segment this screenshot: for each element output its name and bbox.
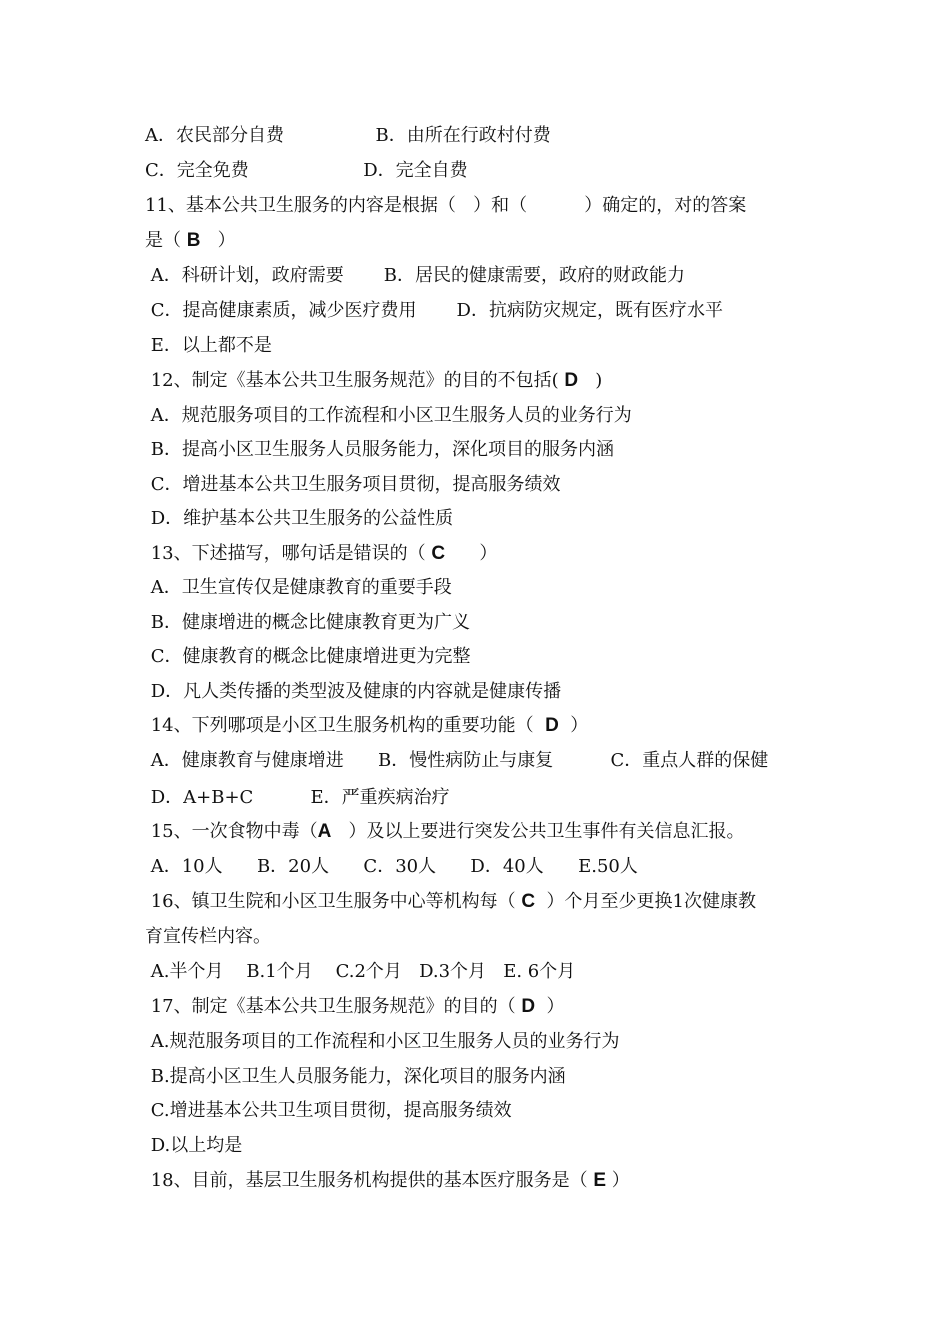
answer-letter: D	[564, 370, 579, 391]
text-segment: ）	[535, 996, 565, 1017]
text-segment: 17、制定《基本公共卫生服务规范》的目的（	[145, 996, 522, 1017]
text-segment: 13、下述描写，哪句话是错误的（	[145, 543, 432, 564]
text-segment: 11、基本公共卫生服务的内容是根据（ ）和（ ）确定的，对的答案	[145, 195, 747, 216]
text-segment: C．提高健康素质，减少医疗费用 D．抗病防灾规定，既有医疗水平	[145, 300, 723, 321]
text-segment: 14、下列哪项是小区卫生服务机构的重要功能（	[145, 715, 546, 736]
option-line	[145, 749, 768, 773]
text-segment: C．完全免费 D．完全自费	[145, 160, 468, 181]
option-line	[145, 645, 471, 669]
option-line	[145, 404, 632, 428]
text-segment: ）	[606, 1170, 630, 1191]
text-segment: 12、制定《基本公共卫生服务规范》的目的不包括(	[145, 370, 565, 391]
option-line	[145, 1099, 512, 1123]
text-segment: ）及以上要进行突发公共卫生事件有关信息汇报。	[331, 821, 745, 842]
text-segment: ）	[445, 543, 498, 564]
question-16	[145, 890, 756, 914]
option-line	[145, 124, 551, 148]
text-segment: ）个月至少更换1次健康教	[535, 891, 756, 912]
option-line	[145, 1065, 566, 1089]
option-line	[145, 1134, 242, 1158]
text-segment: B.提高小区卫生人员服务能力，深化项目的服务内涵	[145, 1066, 566, 1087]
option-line	[145, 960, 575, 984]
option-line	[145, 159, 468, 183]
question-11-cont	[145, 229, 236, 253]
text-segment: 15、一次食物中毒（	[145, 821, 318, 842]
text-segment: A.半个月 B.1个月 C.2个月 D.3个月 E. 6个月	[145, 961, 576, 982]
answer-letter: D	[521, 996, 536, 1017]
answer-letter: B	[186, 230, 201, 251]
option-line	[145, 680, 561, 704]
text-segment: A．10人 B．20人 C．30人 D．40人 E.50人	[145, 856, 638, 877]
text-segment: A．规范服务项目的工作流程和小区卫生服务人员的业务行为	[145, 405, 632, 426]
text-segment: B．提高小区卫生服务人员服务能力，深化项目的服务内涵	[145, 439, 614, 460]
answer-letter: E	[593, 1170, 607, 1191]
answer-letter: D	[545, 715, 559, 736]
option-line	[145, 611, 470, 635]
text-segment: 16、镇卫生院和小区卫生服务中心等机构每（	[145, 891, 522, 912]
text-segment: A．健康教育与健康增进 B．慢性病防止与康复 C．重点人群的保健	[145, 750, 769, 771]
question-14	[145, 714, 588, 738]
answer-letter: C	[521, 891, 536, 912]
text-segment: A．科研计划，政府需要 B．居民的健康需要，政府的财政能力	[145, 265, 685, 286]
text-segment: D．A+B+C E．严重疾病治疗	[145, 787, 450, 808]
answer-letter: C	[431, 543, 446, 564]
question-12	[145, 369, 602, 393]
question-18	[145, 1169, 630, 1193]
text-segment: A．农民部分自费 B．由所在行政村付费	[145, 125, 551, 146]
text-segment: C．增进基本公共卫生服务项目贯彻，提高服务绩效	[145, 474, 561, 495]
answer-letter: A	[317, 821, 332, 842]
question-17	[145, 995, 565, 1019]
text-segment: 18、目前，基层卫生服务机构提供的基本医疗服务是（	[145, 1170, 594, 1191]
option-line	[145, 507, 453, 531]
text-segment: A．卫生宣传仅是健康教育的重要手段	[145, 577, 452, 598]
option-line	[145, 786, 450, 810]
text-segment: D.以上均是	[145, 1135, 243, 1156]
text-segment: C.增进基本公共卫生项目贯彻，提高服务绩效	[145, 1100, 512, 1121]
text-segment: ）	[558, 715, 589, 736]
option-line	[145, 473, 561, 497]
option-line	[145, 438, 614, 462]
question-13	[145, 542, 497, 566]
option-line	[145, 264, 685, 288]
text-segment: C．健康教育的概念比健康增进更为完整	[145, 646, 471, 667]
text-segment: A.规范服务项目的工作流程和小区卫生服务人员的业务行为	[145, 1031, 620, 1052]
question-16-cont	[145, 925, 271, 949]
text-segment: ）	[200, 230, 236, 251]
text-segment: )	[578, 370, 603, 391]
question-15	[145, 820, 745, 844]
option-line	[145, 1030, 619, 1054]
text-segment: D．维护基本公共卫生服务的公益性质	[145, 508, 454, 529]
option-line	[145, 855, 638, 879]
text-segment: E．以上都不是	[145, 335, 272, 356]
text-segment: B．健康增进的概念比健康教育更为广义	[145, 612, 470, 633]
option-line	[145, 334, 272, 358]
text-segment: 是（	[145, 230, 187, 251]
text-segment: D．凡人类传播的类型波及健康的内容就是健康传播	[145, 681, 562, 702]
text-segment: 育宣传栏内容。	[145, 926, 271, 947]
option-line	[145, 299, 723, 323]
question-11	[145, 194, 746, 218]
option-line	[145, 576, 452, 600]
